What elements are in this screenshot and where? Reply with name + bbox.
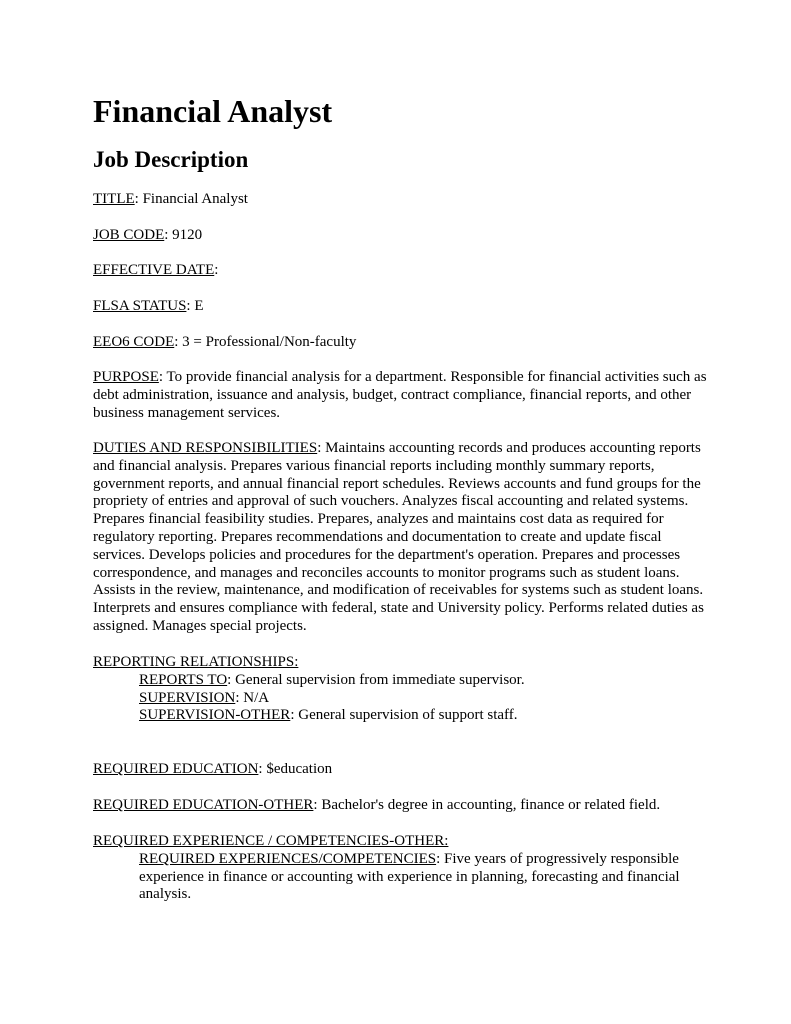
required-experience-heading: REQUIRED EXPERIENCE / COMPETENCIES-OTHER: [93,833,449,849]
field-eeo6-code-value: : 3 = Professional/Non-faculty [174,334,357,350]
field-eeo6-code-label: EEO6 CODE [93,334,175,350]
field-effective-date [93,262,713,280]
field-duties-value: : Maintains accounting records and produces accounting reports and financial analysis. Prepares various financial reports including monthly summary reports, government reports, and annual financial report schedules. Reviews accounts and fund groups for the propriety of entries and approval of such vouchers. Analyzes fiscal accounting and related systems. Prepares financial feasibility studies. Prepares, analyzes and maintains cost data as required for regulatory reporting. Prepares recommendations and documentation to create and update fiscal services. Develops policies and procedures for the department's operation. Prepares and processes correspondence, and manages and reconciles accounts to monitor programs such as student loans. Assists in the review, maintenance, and modification of receivables for systems such as student loans. Interprets and ensures compliance with federal, state and University policy. Performs related duties as assigned. Manages special projects. [93,440,704,634]
field-purpose [93,369,713,422]
field-job-code-value: : 9120 [164,227,203,243]
field-required-competencies-label: REQUIRED EXPERIENCES/COMPETENCIES [139,850,437,867]
field-reports-to-label: REPORTS TO [139,671,228,688]
field-purpose-value: : To provide financial analysis for a department. Responsible for financial activities such as debt administration, issuance and analysis, budget, contract compliance, financial reports, and other business management services. [93,369,707,421]
document-subtitle: Job Description [93,147,249,172]
reporting-relationships-heading: REPORTING RELATIONSHIPS: [93,654,299,670]
field-title-value: : Financial Analyst [134,191,248,207]
field-job-code-label: JOB CODE [93,227,165,243]
field-required-competencies-value: : Five years of progressively responsible experience in finance or accounting with experience in planning, forecasting and financial analysis. [139,850,680,903]
field-flsa-status-label: FLSA STATUS [93,298,187,314]
field-required-education-value: : $education [258,761,333,777]
field-reports-to [93,672,713,690]
field-reports-to-value: : General supervision from immediate supervisor. [227,671,525,688]
field-effective-date-value: : [214,262,219,278]
field-supervision [93,690,713,708]
field-flsa-status [93,298,713,316]
section-required-experience [93,833,713,904]
document-title: Financial Analyst [93,93,333,129]
field-required-education [93,761,713,779]
field-title [93,191,713,209]
field-effective-date-label: EFFECTIVE DATE [93,262,215,278]
field-duties-label: DUTIES AND RESPONSIBILITIES [93,440,318,456]
field-supervision-other [93,707,713,725]
field-duties [93,440,713,636]
field-supervision-other-value: : General supervision of support staff. [290,707,518,724]
field-required-education-other-value: : Bachelor's degree in accounting, finance or related field. [313,797,661,813]
field-title-label: TITLE [93,191,135,207]
field-purpose-label: PURPOSE [93,369,159,385]
field-required-competencies [93,851,713,904]
field-job-code [93,227,713,245]
field-supervision-other-label: SUPERVISION-OTHER [139,707,291,724]
field-eeo6-code [93,334,713,352]
field-required-education-other [93,797,713,815]
field-supervision-value: : N/A [235,689,270,706]
section-reporting-relationships [93,654,713,725]
field-required-education-other-label: REQUIRED EDUCATION-OTHER [93,797,314,813]
field-flsa-status-value: : E [186,298,204,314]
field-required-education-label: REQUIRED EDUCATION [93,761,259,777]
field-supervision-label: SUPERVISION [139,689,236,706]
